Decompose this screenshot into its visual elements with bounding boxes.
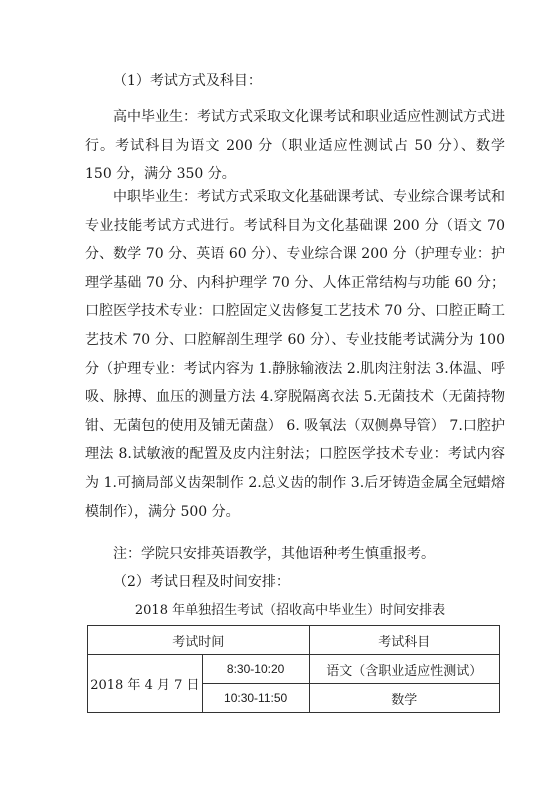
header-exam-subject: 考试科目 [309, 626, 500, 655]
subject-cell: 数学 [309, 684, 500, 713]
highschool-paragraph: 高中毕业生：考试方式采取文化课考试和职业适应性测试方式进行。考试科目为语文 200 分（职业适应性测试占 50 分）、数学 150 分，满分 350 分。 [85, 109, 505, 183]
table-header-row [88, 626, 500, 655]
header-exam-time: 考试时间 [88, 626, 310, 655]
schedule-heading: （2）考试日程及时间安排： [113, 574, 290, 590]
table-row [88, 655, 500, 684]
note-paragraph: 注：学院只安排英语教学，其他语种考生慎重报考。 [113, 546, 435, 562]
vocational-paragraph: 中职毕业生：考试方式采取文化基础课考试、专业综合课考试和专业技能考试方式进行。考试科目为文化基础课 200 分（语文 70 分、数学 70 分、英语 60 分）、专业综合课 200 分（护理专业：护理学基础 70 分、内科护理学 70 分、人体正常结构与功能 60 分；口腔医学技术专业：口腔固定义齿修复工艺技术 70 分、口腔正畸工艺技术 70 分、口腔解剖生理学 60 分）、专业技能考试满分为 100 分（护理专业：考试内容为 1.静脉输液法 2.肌肉注射法 3.体温、呼吸、脉搏、血压的测量方法 4.穿脱隔离衣法 5.无菌技术（无菌持物钳、无菌包的使用及铺无菌盘） 6. 吸氧法（双侧鼻导管） 7.口腔护理法 8.试敏液的配置及皮内注射法；口腔医学技术专业：考试内容为 1.可摘局部义齿架制作 2.总义齿的制作 3.后牙铸造金属全冠蜡熔模制作），满分 500 分。 [85, 189, 505, 520]
subject-cell: 语文（含职业适应性测试） [309, 655, 500, 684]
time-cell: 10:30-11:50 [202, 684, 309, 713]
table-caption: 2018 年单独招生考试（招收高中毕业生）时间安排表 [134, 603, 446, 618]
time-cell: 8:30-10:20 [202, 655, 309, 684]
schedule-table [87, 625, 500, 713]
exam-date-cell: 2018 年 4 月 7 日 [88, 655, 203, 713]
exam-method-heading: （1）考试方式及科目： [113, 73, 262, 89]
